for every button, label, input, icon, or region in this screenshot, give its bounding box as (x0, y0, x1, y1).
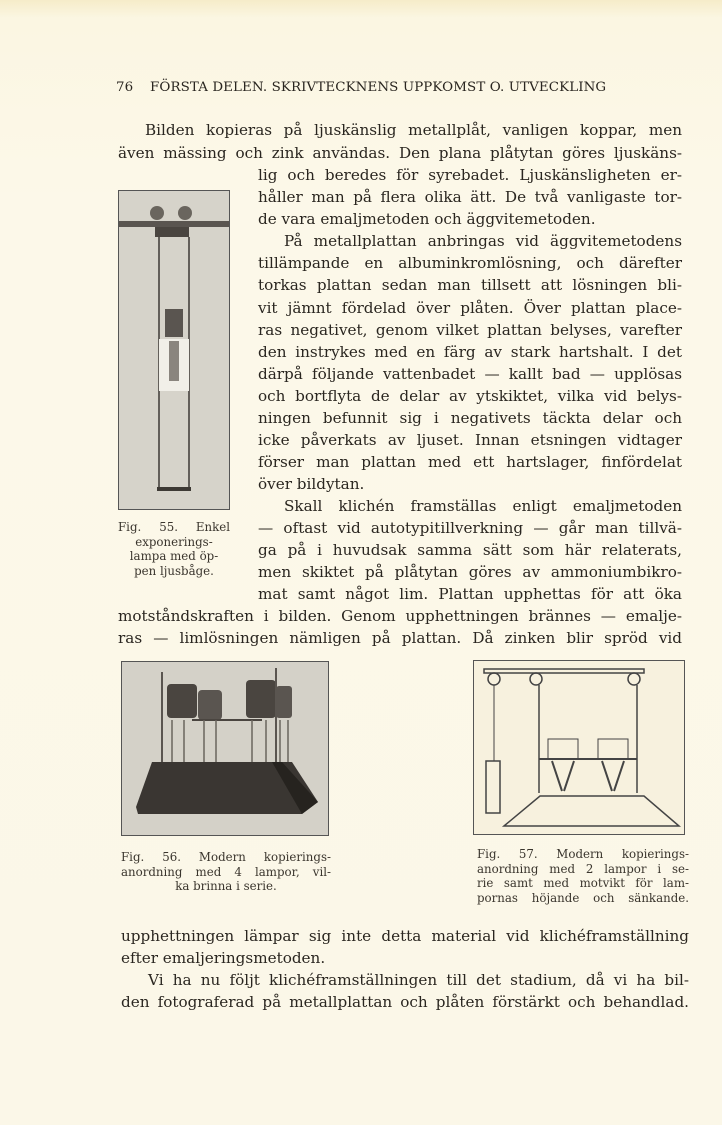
text-line: därpå följande vattenbadet — kallt bad — upplösas (258, 365, 682, 383)
text-line: men skiktet på plåtytan göres av ammoniumbikro- (258, 563, 682, 581)
text-line: På metallplattan anbringas vid äggvitemetodens (284, 232, 682, 250)
text-line: tillämpande en albuminkromlösning, och därefter (258, 254, 682, 272)
caption-line: pen ljusbåge. (134, 563, 214, 578)
text-line: lig och beredes för syrebadet. Ljuskänsligheten er- (258, 166, 682, 184)
text-line: över bildytan. (258, 475, 365, 493)
text-line: förser man plattan med ett hartslager, finfördelat (258, 453, 682, 471)
text-line: håller man på flera olika ätt. De två vanligaste tor- (258, 188, 682, 206)
four-lamp-apparatus-photo (122, 662, 328, 835)
page-number: 76 (116, 80, 134, 95)
arc-lamp-illustration (119, 191, 229, 509)
running-title: FÖRSTA DELEN. SKRIVTECKNENS UPPKOMST O. UTVECKLING (150, 80, 607, 95)
caption-line: lampa med öp- (129, 549, 219, 563)
caption-line: rie samt med motvikt för lam- (477, 876, 689, 890)
caption-line: exponerings- (135, 534, 213, 549)
text-line: ningen befunnit sig i negativets täckta delar och (258, 409, 682, 427)
caption-line: ka brinna i serie. (175, 879, 277, 893)
text-line: den fotograferad på metallplattan och plåten förstärkt och behandlad. (121, 993, 689, 1011)
figure-57-image (473, 660, 685, 835)
text-line: även mässing och zink användas. Den plana plåtytan göres ljuskäns- (118, 144, 682, 162)
caption-line: Fig. 56. Modern kopierings- (121, 850, 331, 864)
text-line: ras negativet, genom vilket plattan belyses, varefter (258, 321, 682, 339)
figure-55-caption (118, 520, 230, 578)
text-line: ras — limlösningen nämligen på plattan. Då zinken blir spröd vid (118, 629, 682, 647)
text-line: vit jämnt fördelad över plåten. Över plattan place- (258, 299, 682, 317)
text-line: Skall klichén framställas enligt emaljmetoden (284, 497, 682, 515)
text-line: torkas plattan sedan man tillsett att lösningen bli- (258, 276, 682, 294)
text-line: Bilden kopieras på ljuskänslig metallplåt, vanligen koppar, men (145, 121, 682, 139)
text-line: Vi ha nu följt klichéframställningen till det stadium, då vi ha bil- (148, 971, 689, 989)
text-line: den instrykes med en färg av stark hartshalt. I det (258, 343, 682, 361)
caption-line: anordning med 4 lampor, vil- (121, 864, 331, 879)
figure-57-caption (477, 847, 689, 905)
text-line: mat samt något lim. Plattan upphettas för att öka (258, 585, 682, 603)
figure-56-image (121, 661, 329, 836)
caption-line: pornas höjande och sänkande. (477, 890, 689, 905)
two-lamp-counterweight-diagram (474, 661, 684, 834)
text-line: de vara emaljmetoden och äggvitemetoden. (258, 210, 596, 228)
figure-56-caption (121, 850, 331, 894)
text-line: icke påverkats av ljuset. Innan etsningen vidtager (258, 431, 682, 449)
text-line: — oftast vid autotypitillverkning — går man tillvä- (258, 519, 682, 537)
text-line: och bortflyta de delar av ytskiktet, vilka vid belys- (258, 387, 682, 405)
text-line: efter emaljeringsmetoden. (121, 949, 326, 967)
figure-55-image (118, 190, 230, 510)
running-header (116, 80, 668, 95)
text-line: upphettningen lämpar sig inte detta material vid klichéframställning (121, 927, 689, 945)
caption-line: Fig. 57. Modern kopierings- (477, 847, 689, 861)
caption-line: anordning med 2 lampor i se- (477, 861, 689, 876)
text-line: motståndskraften i bilden. Genom upphettningen brännes — emalje- (118, 607, 682, 625)
caption-line: Fig. 55. Enkel (118, 520, 230, 534)
text-line: ga på i huvudsak samma sätt som här relaterats, (258, 541, 682, 559)
